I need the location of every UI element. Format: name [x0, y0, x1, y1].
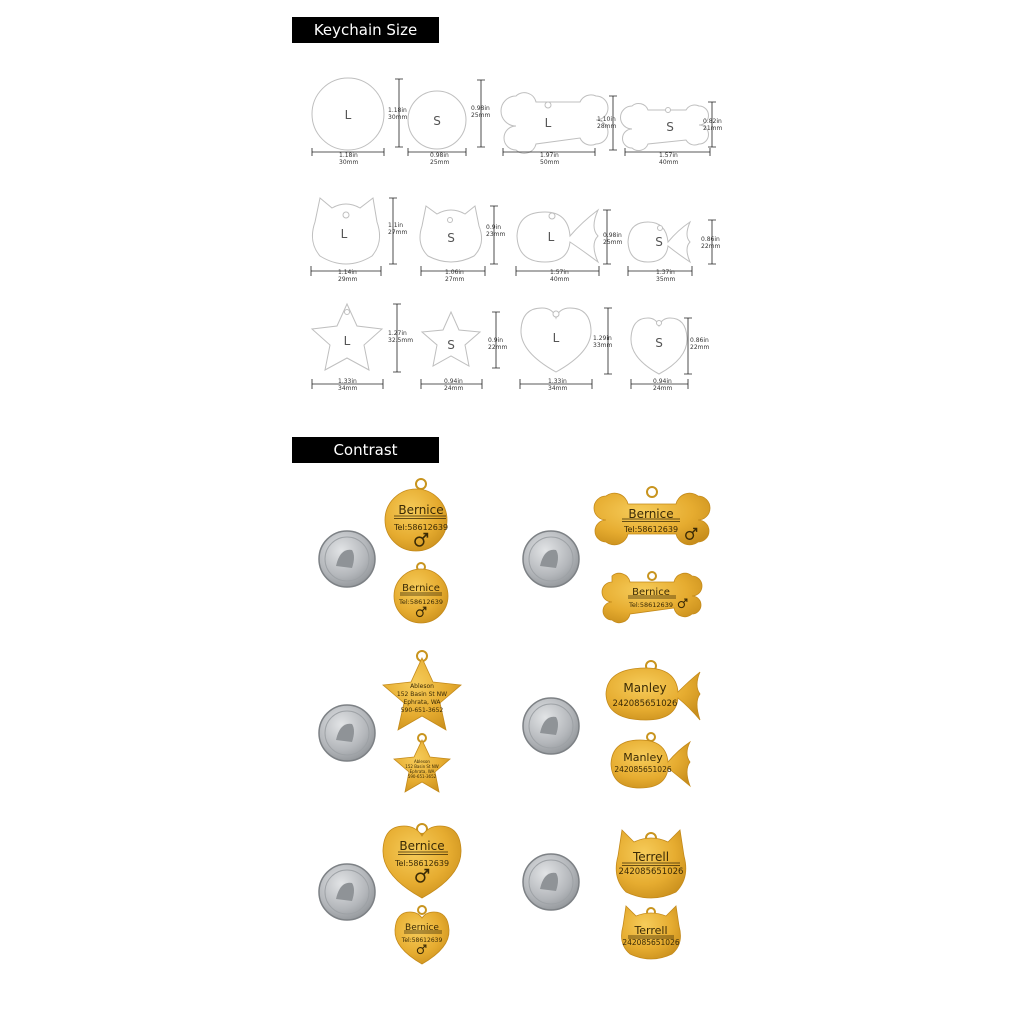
dim-cat-l-h-mm: 27mm: [388, 229, 408, 236]
coin-icon: [523, 698, 579, 754]
dim-bone-s-w-mm: 40mm: [659, 159, 679, 166]
size-letter-star-small: S: [447, 338, 455, 352]
tag-text-name: Manley: [623, 681, 667, 695]
tag-text-tel: Tel:58612639: [394, 859, 450, 868]
tag-text-name: Bernice: [399, 839, 445, 853]
tag-text-name: Bernice: [405, 923, 439, 933]
gold-tag-fish-small: [611, 740, 690, 788]
tag-text-number: 242085651026: [618, 867, 684, 877]
tag-text-name: Bernice: [632, 587, 670, 598]
gold-tag-circle-large: [385, 489, 447, 551]
tag-text-star-line: 590-651-3652: [400, 707, 444, 714]
dim-star-s-h-in: 0.9in: [488, 337, 504, 344]
tag-text-name: Bernice: [398, 503, 444, 517]
dim-cat-l-w-mm: 29mm: [338, 276, 358, 283]
dim-cat-s-h-in: 0.9in: [486, 224, 502, 231]
size-letter-fish-small: S: [655, 235, 663, 249]
dim-fish-l-w-in: 1.57in: [550, 269, 569, 276]
dim-fish-s-w-in: 1.37in: [656, 269, 675, 276]
dim-cat-s-w-in: 1.06in: [445, 269, 464, 276]
dim-circle-l-h-in: 1.18in: [388, 107, 407, 114]
tag-text-star-line: Ableson: [410, 683, 434, 690]
coin-icon: [523, 854, 579, 910]
tag-text-tel: Tel:58612639: [629, 601, 673, 609]
tag-text-star-line: Ableson: [414, 759, 430, 764]
tag-text-number: 242085651026: [614, 765, 672, 774]
dim-circle-s-h-in: 0.98in: [471, 105, 490, 112]
dim-circle-l-w-mm: 30mm: [339, 159, 359, 166]
dim-bone-l-h-in: 1.10in: [597, 116, 616, 123]
tag-text-tel: Tel:58612639: [401, 937, 443, 944]
tag-text-star-line: 152 Basin St NW: [396, 691, 448, 698]
tag-text-star-line: 590-651-3652: [407, 774, 437, 779]
dim-cat-s-w-mm: 27mm: [445, 276, 465, 283]
dim-fish-l-w-mm: 40mm: [550, 276, 570, 283]
dim-heart-l-w-mm: 34mm: [548, 385, 568, 392]
contrast-title: Contrast: [292, 437, 439, 463]
dim-fish-l-h-mm: 25mm: [603, 239, 623, 246]
dim-circle-l-h-mm: 30mm: [388, 114, 408, 121]
tag-text-name: Manley: [623, 751, 663, 764]
tag-text-tel: Tel:58612639: [393, 523, 449, 532]
dim-heart-s-w-mm: 24mm: [653, 385, 673, 392]
tag-text-name: Bernice: [628, 507, 674, 521]
dim-cat-l-w-in: 1.14in: [338, 269, 357, 276]
dim-bone-l-h-mm: 28mm: [597, 123, 617, 130]
dim-star-l-w-in: 1.33in: [338, 378, 357, 385]
size-letter-circle-large: L: [344, 108, 352, 122]
dim-fish-s-w-mm: 35mm: [656, 276, 676, 283]
tag-text-star-line: 152 Basin St NW: [405, 764, 439, 769]
dim-star-l-h-mm: 32.5mm: [388, 337, 414, 344]
dim-fish-s-h-mm: 22mm: [701, 243, 721, 250]
size-letter-cat-large: L: [340, 227, 348, 241]
dim-heart-s-h-in: 0.86in: [690, 337, 709, 344]
tag-text-name: Terrell: [634, 924, 668, 937]
dim-circle-l-w-in: 1.18in: [339, 152, 358, 159]
tag-text-tel: Tel:58612639: [623, 525, 679, 534]
dim-star-s-w-in: 0.94in: [444, 378, 463, 385]
coin-icon: [523, 531, 579, 587]
coin-icon: [319, 864, 375, 920]
size-letter-heart-small: S: [655, 336, 663, 350]
dim-bone-s-h-in: 0.82in: [703, 118, 722, 125]
outline-fish-large: [517, 210, 598, 262]
dim-fish-s-h-in: 0.86in: [701, 236, 720, 243]
size-letter-cat-small: S: [447, 231, 455, 245]
dim-circle-s-w-in: 0.98in: [430, 152, 449, 159]
dim-cat-s-h-mm: 23mm: [486, 231, 506, 238]
dim-star-l-w-mm: 34mm: [338, 385, 358, 392]
size-letter-star-large: L: [343, 334, 351, 348]
size-letter-bone-large: L: [544, 116, 552, 130]
dim-heart-l-w-in: 1.33in: [548, 378, 567, 385]
dim-heart-l-h-in: 1.29in: [593, 335, 612, 342]
tag-text-number: 242085651026: [612, 699, 678, 709]
coin-icon: [319, 531, 375, 587]
dim-star-s-w-mm: 24mm: [444, 385, 464, 392]
coin-icon: [319, 705, 375, 761]
dim-heart-s-h-mm: 22mm: [690, 344, 710, 351]
tag-text-number: 242085651026: [622, 938, 680, 947]
dim-circle-s-h-mm: 25mm: [471, 112, 491, 119]
tag-text-star-line: Ephrata, WA: [409, 769, 435, 774]
outline-bone-small: [621, 103, 709, 150]
size-letter-heart-large: L: [552, 331, 560, 345]
outline-bone-large: [501, 93, 608, 154]
dim-bone-l-w-mm: 50mm: [540, 159, 560, 166]
gold-tag-cat-large: [616, 830, 686, 898]
dim-fish-l-h-in: 0.98in: [603, 232, 622, 239]
tag-text-name: Bernice: [402, 583, 440, 594]
dim-bone-s-w-in: 1.57in: [659, 152, 678, 159]
size-letter-circle-small: S: [433, 114, 441, 128]
dim-bone-l-w-in: 1.97in: [540, 152, 559, 159]
dim-cat-l-h-in: 1.1in: [388, 222, 404, 229]
dim-star-s-h-mm: 22mm: [488, 344, 508, 351]
gold-tag-circle-small: [394, 569, 448, 623]
keychain-size-title: Keychain Size: [292, 17, 439, 43]
tag-text-tel: Tel:58612639: [399, 598, 443, 606]
dim-heart-l-h-mm: 33mm: [593, 342, 613, 349]
tag-text-star-line: Ephrata, WA: [403, 699, 441, 706]
size-letter-bone-small: S: [666, 120, 674, 134]
dim-heart-s-w-in: 0.94in: [653, 378, 672, 385]
size-letter-fish-large: L: [547, 230, 555, 244]
dim-circle-s-w-mm: 25mm: [430, 159, 450, 166]
tag-text-name: Terrell: [632, 850, 670, 864]
dim-bone-s-h-mm: 21mm: [703, 125, 723, 132]
dim-star-l-h-in: 1.27in: [388, 330, 407, 337]
